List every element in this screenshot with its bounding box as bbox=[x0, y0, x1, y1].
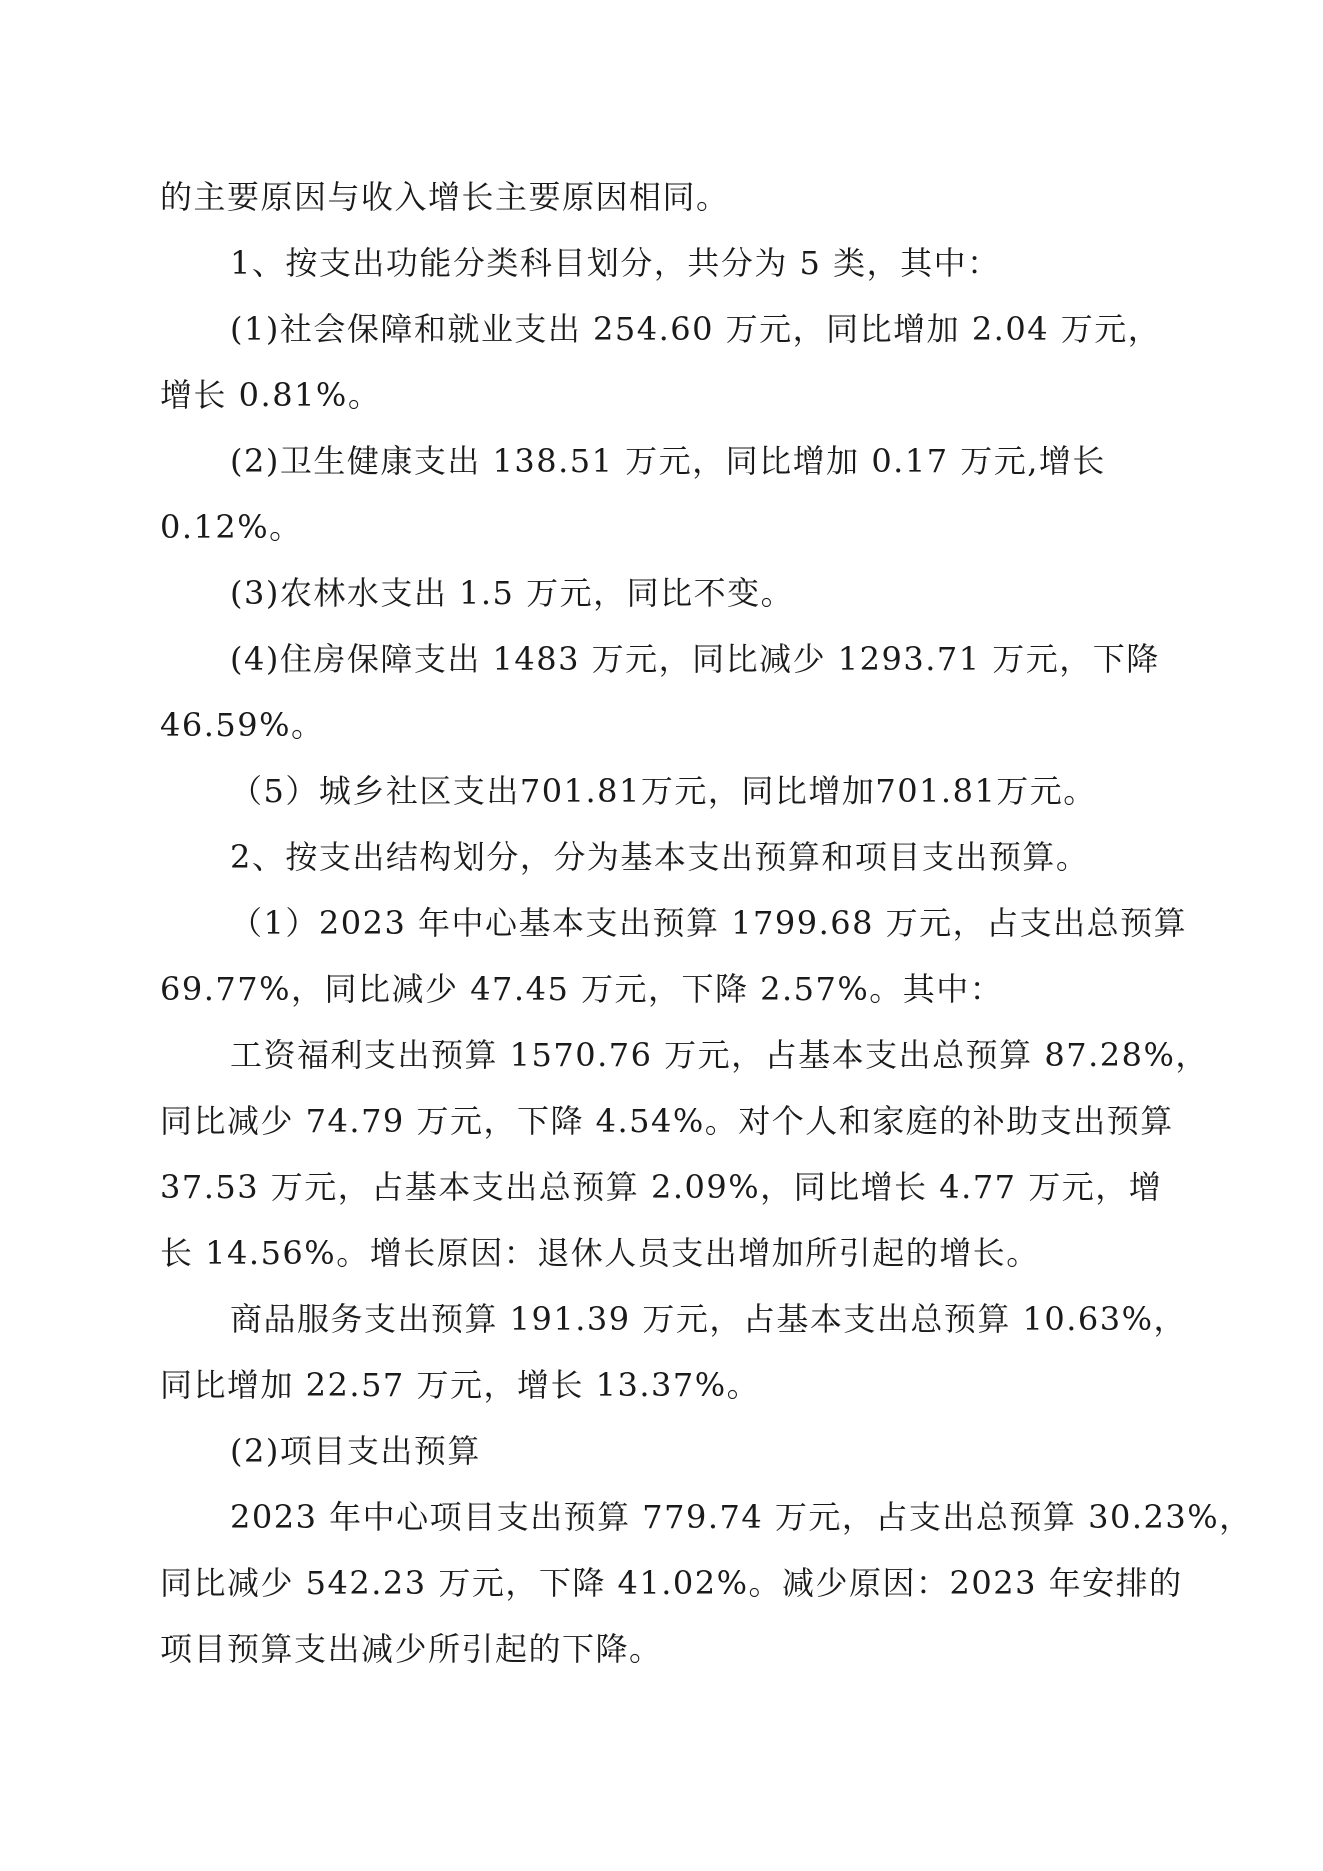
list-item-agriculture: (3)农林水支出 1.5 万元，同比不变。 bbox=[230, 574, 795, 612]
list-item-basic-expenditure: （1）2023 年中心基本支出预算 1799.68 万元，占支出总预算 bbox=[230, 904, 1188, 942]
list-item-health: (2)卫生健康支出 138.51 万元，同比增加 0.17 万元,增长 bbox=[230, 442, 1106, 480]
text-line: 同比增加 22.57 万元，增长 13.37%。 bbox=[160, 1366, 761, 1404]
list-item-urban-rural: （5）城乡社区支出701.81万元，同比增加701.81万元。 bbox=[230, 772, 1097, 810]
section-heading-functional-classification: 1、按支出功能分类科目划分，共分为 5 类，其中： bbox=[230, 244, 1001, 282]
list-item-project-expenditure: (2)项目支出预算 bbox=[230, 1432, 481, 1470]
text-line: 同比减少 74.79 万元，下降 4.54%。对个人和家庭的补助支出预算 bbox=[160, 1102, 1174, 1140]
text-line: 37.53 万元，占基本支出总预算 2.09%，同比增长 4.77 万元，增 bbox=[160, 1168, 1163, 1206]
text-line: 增长 0.81%。 bbox=[160, 376, 382, 414]
text-line: 的主要原因与收入增长主要原因相同。 bbox=[160, 178, 730, 216]
text-line: 69.77%，同比减少 47.45 万元，下降 2.57%。其中： bbox=[160, 970, 1004, 1008]
text-line: 项目预算支出减少所引起的下降。 bbox=[160, 1630, 663, 1668]
text-line: 0.12%。 bbox=[160, 508, 303, 546]
text-line: 长 14.56%。增长原因：退休人员支出增加所引起的增长。 bbox=[160, 1234, 1040, 1272]
paragraph-salary: 工资福利支出预算 1570.76 万元，占基本支出总预算 87.28%， bbox=[230, 1036, 1209, 1074]
paragraph-project: 2023 年中心项目支出预算 779.74 万元，占支出总预算 30.23%， bbox=[230, 1498, 1253, 1536]
text-line: 同比减少 542.23 万元，下降 41.02%。减少原因：2023 年安排的 bbox=[160, 1564, 1183, 1602]
list-item-housing: (4)住房保障支出 1483 万元，同比减少 1293.71 万元，下降 bbox=[230, 640, 1160, 678]
text-line: 46.59%。 bbox=[160, 706, 325, 744]
list-item-social-security: (1)社会保障和就业支出 254.60 万元，同比增加 2.04 万元， bbox=[230, 310, 1162, 348]
paragraph-goods-services: 商品服务支出预算 191.39 万元，占基本支出总预算 10.63%， bbox=[230, 1300, 1188, 1338]
section-heading-structure: 2、按支出结构划分，分为基本支出预算和项目支出预算。 bbox=[230, 838, 1090, 876]
